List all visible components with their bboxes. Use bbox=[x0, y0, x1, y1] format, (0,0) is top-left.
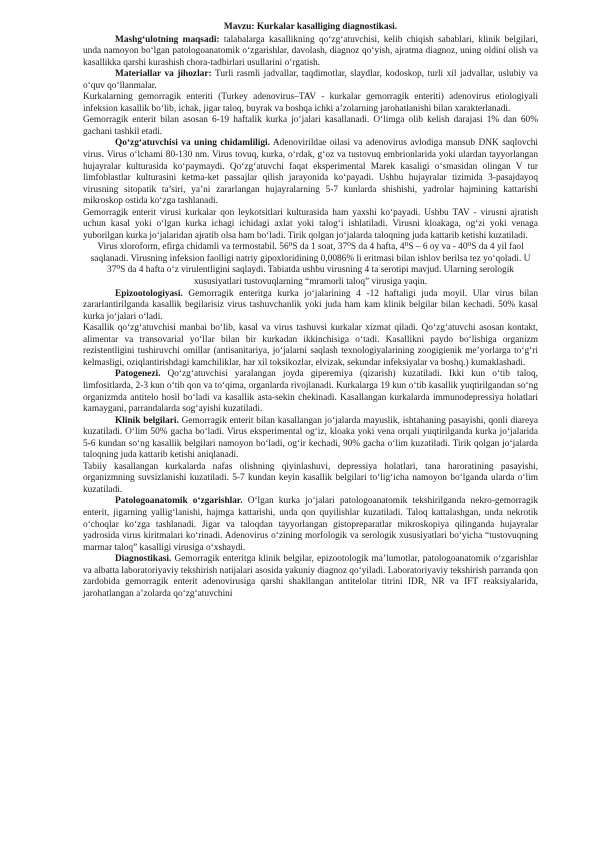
paragraph-text: Gemorragik enterit bilan kasallangan jo‘jalarda mayuslik, ishtahaning pasayishi, qonli diareya kuzatiladi. O‘lim 50% gacha bo‘ladi. Virus eksperimental og‘iz, kloaka yoki vena orqali yuqtirilganda kurka jo‘jalarida 5-6 kundan so‘ng kasallik belgilari namoyon bo‘ladi, og‘ir kechadi, 90% gacha o‘lim kuzatiladi. Tirik qolgan jo‘jalarda taloqning juda kattarib ketishi aniqlanadi. bbox=[83, 415, 539, 461]
paragraph-text: Kurkalarning gemorragik enteriti (Turkey adenovirus–TAV - kurkalar gemorragik enteriti) adenovirus etiologiyali infeksion kasallik bo‘lib, ichak, jigar taloq, buyrak va boshqa ichki a’zolarning jarohatlanishi bilan xarakterlanadi. bbox=[83, 92, 538, 114]
paragraph-lead: Patogenezi. bbox=[115, 369, 161, 380]
paragraph-lead: Diagnostikasi. bbox=[115, 554, 172, 565]
paragraph-pathogenesis bbox=[83, 369, 538, 415]
paragraph-materials bbox=[83, 69, 538, 92]
paragraph-text: Gemorragik enteritga kurka jo‘jalarining 4 -12 haftaligi juda moyil. Ular virus bilan zararlantirilganda kasallik begilarisiz virus tashuvchanlik yoki juda ham kam klinik belgilar bilan kechadi. 50% kasal kurka jo‘jalari o‘ladi. bbox=[83, 288, 538, 322]
paragraph-clinical bbox=[83, 416, 538, 462]
paragraph-text: Turli rasmli jadvallar, taqdimotlar, slaydlar, kodoskop, turli xil jadvallar, uslubiy va o‘quv qo‘llanmalar. bbox=[83, 69, 538, 91]
paragraph-intro bbox=[83, 92, 538, 115]
paragraph-source bbox=[83, 323, 538, 369]
paragraph-text: O‘lgan kurka jo‘jalari patologoanatomik tekshirilganda nekro-gemorragik enterit, jigarning yallig‘lanishi, hajmga kattarishi, unda qon quyilishlar kuzatiladi. Taloq kattalashgan, unda nekrotik o‘choqlar ko‘zga tashlanadi. Jigar va taloqdan tayyorlangan gistopreparatlar mikroskopiya qilinganda hujayralar yadrosida virus kiritmalari ko‘rinadi. Adenovirus o‘zining morfologik va serologik xususiyatlari bo‘yicha “tustovuqning marmar taloq” kasalligi virusiga o‘xshaydi. bbox=[83, 496, 538, 553]
paragraph-epizootology bbox=[83, 289, 538, 324]
paragraph-lead: Klinik belgilari. bbox=[115, 415, 179, 426]
paragraph-lead: Mashg‘ulotning maqsadi: bbox=[115, 34, 220, 45]
paragraph-text: talabalarga kasallikning qo‘zg‘atuvchisi, kelib chiqish sabablari, klinik belgilari, unda namoyon bo‘lgan patologoanatomik o‘zgarishlar, davolash, diagnoz qo‘yish, ajratma diagnoz, uning oldini olish va kasallikka qarshi kurashish chora-tadbirlari usullarini o‘rgatish. bbox=[83, 34, 539, 68]
paragraph-text: Gemorragik enterit virusi kurkalar qon leykotsitlari kulturasida ham yaxshi ko‘payadi. Ushbu TAV - virusni ajratish uchun kasal yoki o‘lgan kurka ichagi ichidagi axlat yoki talog‘i ishlatiladi. Virusni kloakaga, og‘zi yoki venaga yuborilgan kurka jo‘jalaridan ajratib olsa ham bo‘ladi. Tirik qolgan jo‘jalarda taloqning juda kattarib ketishi kuzatiladi. bbox=[83, 207, 538, 241]
paragraph-text: Tabiiy kasallangan kurkalarda nafas olishning qiyinlashuvi, depressiya holatlari, tana haroratining pasayishi, organizmning suvsizlanishi kuzatiladi. 5-7 kundan keyin kasallik belgilari to‘lig‘icha namoyon bo‘lganda ularda o‘lim kuzatiladi. bbox=[83, 461, 538, 495]
paragraph-text: Kasallik qo‘zg‘atuvchisi manbai bo‘lib, kasal va virus tashuvsi kurkalar xizmat qiladi. Qo‘zg‘atuvchi asosan kontakt, alimentar va transovarial yo‘llar bilan bir kurkadan ikkinchisiga o‘tadi. Kasallikni paydo bo‘lishiga organizm rezistentligini tushiruvchi omillar (antisanitariya, jo‘jalarni saqlash texnologiyalarining zoogigienik me’yorlarga to‘g‘ri kelmasligi, oziqlantirishdagi kamchiliklar, har xil toksikozlar, elvizak, sekundar infeksiyalar va boshq.) kumaklashadi. bbox=[83, 323, 538, 368]
paragraph-agent bbox=[83, 138, 538, 207]
paragraph-text: Gemorragik enterit bilan asosan 6-19 haftalik kurka jo‘jalari kasallanadi. O‘limga olib kelish darajasi 1% dan 60% gachani tashkil etadi. bbox=[83, 115, 538, 137]
paragraph-natural-cases bbox=[83, 462, 538, 497]
paragraph-text: Adenovirildae oilasi va adenovirus avlodiga mansub DNK saqlovchi virus. Virus o‘lchami 80-130 nm. Virus tovuq, kurka, o‘rdak, g‘oz va tustovuq embrionlarida yoki ulardan tayyorlangan hujayralar kulturasida ko‘paymaydi. Qo‘zg‘atuvchi faqat eksperimental Marek kasaligi o‘smasidan olingan V tur limfoblastlar kulturasini ketma-ket passajlar qilish jarayonida ko‘payadi. Ushbu hujayralar tizimida 3-pasajdayoq virusning sitopatik ta’siri, ya’ni zararlangan hujayralarning 5-7 kunlarda shishishi, yadrolar hajmining kattarishi mikroskop ostida ko‘zga tashlanadi. bbox=[83, 138, 538, 207]
paragraph-pathology bbox=[83, 496, 538, 554]
paragraph-resistance bbox=[83, 242, 538, 288]
paragraph-text: Virus xloroform, efirga chidamli va termostabil. 56⁰S da 1 soat, 37⁰S da 4 hafta, 4⁰S – 6 oy va - 40⁰S da 4 yil faol saqlanadi. Virusning infeksion faolligi natriy gipoxloridining 0,0086% li eritmasi bilan ishlov berilsa tez yo‘qoladi. U 37⁰S da 4 hafta o‘z virulentligini saqlaydi. Tabiatda ushbu virusning 4 ta serotipi mavjud. Ularning serologik xususiyatlari tustovuqlarning “mramorli taloq” virusiga yaqin. bbox=[90, 242, 531, 288]
paragraph-lead: Epizootologiyasi. bbox=[115, 288, 183, 299]
paragraph-diagnostics bbox=[83, 554, 538, 600]
paragraph-incidence bbox=[83, 115, 538, 138]
paragraph-aim bbox=[83, 35, 538, 70]
paragraph-lead: Patologoanatomik o‘zgarishlar. bbox=[115, 496, 243, 507]
paragraph-text: Gemorragik enteritga klinik belgilar, epizootologik ma’lumotlar, patologoanatomik o‘zgarishlar va albatta laboratoriyaviy tekshirish natijalari asosida yakuniy diagnoz qo‘yiladi. Laboratoriyaviy tekshirish parranda qon zardobida gemorragik enterit adenovirusiga qarshi shakllangan antitelolar titrini IDR, NR va IFT reaksiyalarida, jarohatlangan a’zolarda qo‘zg‘atuvchini bbox=[83, 554, 538, 599]
paragraph-lead: Materiallar va jihozlar: bbox=[115, 69, 212, 80]
paragraph-text: Qo‘zg‘atuvchisi yaralangan joyda giperemiya (qizarish) kuzatiladi. Ikki kun o‘tib taloq, limfositlarda, 2-3 kun o‘tib qon va to‘qima, organlarda rivojlanadi. Kurkalarga 19 kun o‘tib kasallik yuqtirilgandan so‘ng organizmda antitelo hosil bo‘ladi va kasallik asta-sekin chekinadi. Kasallangan kurkalarda immunodepressiya holatlari kamaygani, parrandalarda sog‘ayishi kuzatiladi. bbox=[83, 369, 538, 415]
paragraph-culture bbox=[83, 208, 538, 243]
document-title: Mavzu: Kurkalar kasalliging diagnostikasi. bbox=[223, 22, 398, 32]
paragraph-lead: Qo‘zg‘atuvchisi va uning chidamliligi. bbox=[115, 138, 270, 149]
